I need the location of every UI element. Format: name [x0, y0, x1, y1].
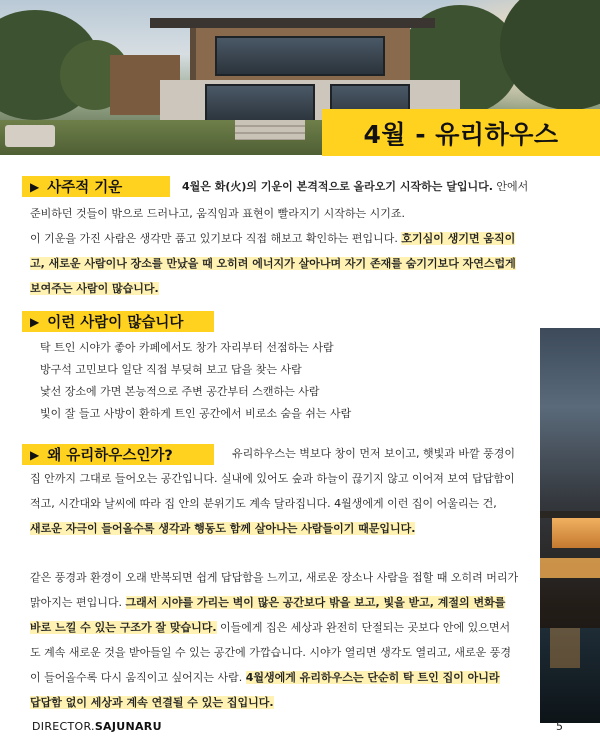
paragraph-line: 이 기운을 가진 사람은 생각만 품고 있기보다 직접 해보고 확인하는 편입니다. 호기심이 생기면 움직이 [30, 232, 516, 245]
paragraph-line: 고, 새로운 사람이나 장소를 만났을 때 오히려 에너지가 살아나며 자기 존재를 숨기기보다 자연스럽게 [30, 257, 516, 270]
list-item: 방구석 고민보다 일단 직접 부딪혀 보고 답을 찾는 사람 [40, 363, 302, 376]
paragraph-line: 집 안까지 그대로 들어오는 공간입니다. 실내에 있어도 숲과 하늘이 끊기지 않고 이어져 보여 답답함이 [30, 472, 515, 485]
paragraph-line: 이 들어올수록 다시 움직이고 싶어지는 사람. 4월생에게 유리하우스는 단순히 탁 트인 집이 아니라 [30, 671, 500, 684]
page-number: 5 [556, 720, 563, 733]
paragraph-line: 적고, 시간대와 날씨에 따라 집 안의 분위기도 계속 달라집니다. 4월생에게 이런 집이 어울리는 건, [30, 497, 497, 510]
side-house-photo [540, 328, 600, 723]
people-list [40, 337, 351, 425]
triangle-right-icon: ▶ [30, 314, 40, 329]
page-title: 4월 - 유리하우스 [363, 119, 559, 149]
title-banner [322, 109, 600, 156]
paragraph-line: 새로운 자극이 들어올수록 생각과 행동도 함께 살아나는 사람들이기 때문입니다. [30, 522, 416, 535]
paragraph-line: 보여주는 사람이 많습니다. [30, 282, 159, 295]
paragraph-line: 유리하우스는 벽보다 창이 먼저 보이고, 햇빛과 바깥 풍경이 [232, 447, 515, 460]
triangle-right-icon: ▶ [30, 179, 40, 194]
paragraph-line: 맑아지는 편입니다. 그래서 시야를 가리는 벽이 많은 공간보다 밖을 보고, 빛을 받고, 계절의 변화를 [30, 596, 506, 609]
section-heading-label: 사주적 기운 [47, 180, 123, 196]
section-heading-saju [22, 176, 170, 197]
paragraph-line: 도 계속 새로운 것을 받아들일 수 있는 공간에 가깝습니다. 시야가 열리면 생각도 열리고, 새로운 풍경 [30, 646, 511, 659]
section-heading-people [22, 311, 214, 332]
section-heading-label: 이런 사람이 많습니다 [47, 315, 184, 331]
section-heading-why [22, 444, 214, 465]
footer-brand: DIRECTOR.SAJUNARU [32, 720, 162, 733]
paragraph-line: 답답함 없이 세상과 계속 연결될 수 있는 집입니다. [30, 696, 274, 709]
list-item: 낯선 장소에 가면 본능적으로 주변 공간부터 스캔하는 사람 [40, 385, 320, 398]
paragraph-line: 같은 풍경과 환경이 오래 반복되면 쉽게 답답함을 느끼고, 새로운 장소나 사람을 접할 때 오히려 머리가 [30, 571, 519, 584]
paragraph-line: 4월은 화(火)의 기운이 본격적으로 올라오기 시작하는 달입니다. 안에서 [182, 180, 529, 193]
paragraph-line: 바로 느낄 수 있는 구조가 잘 맞습니다. 이들에게 집은 세상과 완전히 단절되는 곳보다 안에 있으면서 [30, 621, 511, 634]
paragraph-line: 준비하던 것들이 밖으로 드러나고, 움직임과 표현이 빨라지기 시작하는 시기죠. [30, 207, 405, 220]
list-item: 빛이 잘 들고 사방이 환하게 트인 공간에서 비로소 숨을 쉬는 사람 [40, 407, 352, 420]
list-item: 탁 트인 시야가 좋아 카페에서도 창가 자리부터 선점하는 사람 [40, 341, 334, 354]
section-heading-label: 왜 유리하우스인가? [47, 448, 173, 464]
triangle-right-icon: ▶ [30, 447, 40, 462]
